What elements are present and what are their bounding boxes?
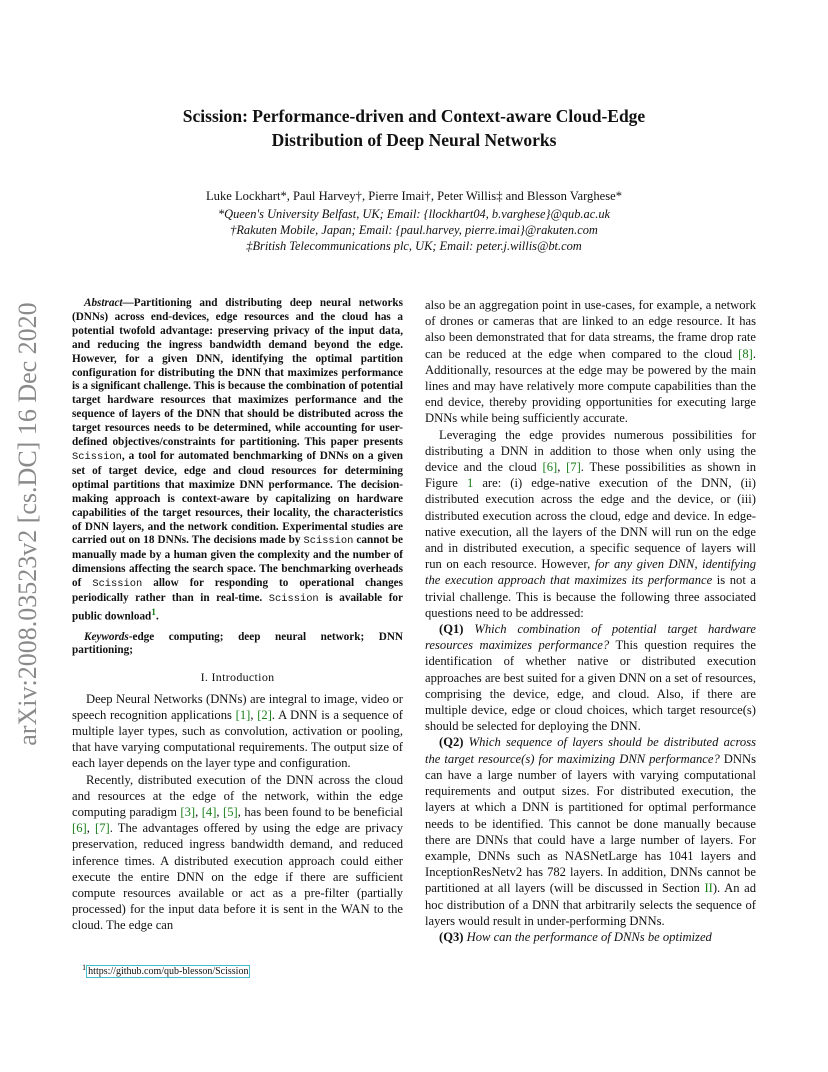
emphasis: Which combination of potential target hardware resources maximizes performance? xyxy=(425,622,756,653)
abstract-text-5: is available for public download xyxy=(72,592,403,623)
title-line-1: Scission: Performance-driven and Context-aware Cloud-Edge xyxy=(182,106,646,126)
affiliation-qub: *Queen's University Belfast, UK; Email: {llockhart04, b.varghese}@qub.ac.uk xyxy=(217,207,611,221)
citation-5[interactable]: [5] xyxy=(223,805,238,820)
abstract-text-2: , a tool for automated benchmarking of DNNs on a given set of target device, edge and cloud resources for determining optimal partitions that maximize DNN performance. The decision-making approach is context-aware by capitalizing on hardware capabilities of the target resources, their locality, the characteristics of DNN layers, and the network condition. Experimental studies are carried out on 18 DNNs. The decisions made by xyxy=(72,449,403,547)
text: are: (i) edge-native execution of the DNN, (ii) distributed execution across the edge and the device, or (iii) distributed execution across the cloud, edge and device. In edge-native execution, all the layers of the DNN will run on the edge and in distributed execution, a specific sequence of layers will run on each resource. However, xyxy=(425,476,757,572)
section-heading-introduction xyxy=(72,669,403,685)
text: Leveraging the edge provides numerous possibilities for distributing a DNN in addition to those when only using the device and the cloud xyxy=(425,427,756,475)
citation-4[interactable]: [4] xyxy=(201,805,217,820)
text: . A DNN is a sequence of multiple layer types, such as convolution, activation or pooling, that have varying computational requirements. The output size of each layer depends on the layer type and configuration. xyxy=(72,707,403,771)
question-label: (Q1) xyxy=(439,622,464,637)
text: , xyxy=(250,707,258,722)
right-column xyxy=(425,297,756,945)
author-list: Luke Lockhart*, Paul Harvey†, Pierre Imai†, Peter Willis‡ and Blesson Varghese* xyxy=(205,189,623,203)
paper-title xyxy=(120,104,708,152)
citation-3[interactable]: [3] xyxy=(180,805,196,820)
keywords-text: -edge computing; deep neural network; DNN partitioning; xyxy=(72,630,403,657)
question-3 xyxy=(425,929,756,945)
abstract xyxy=(72,297,403,625)
section-title: Introduction xyxy=(211,670,275,685)
text: also be an aggregation point in use-cases, for example, a network of drones or cameras that are linked to an edge resource. It has also been demonstrated that for data streams, the frame drop rate can be reduced at the edge when compared to the cloud xyxy=(425,298,756,361)
intro-paragraph-4: Leveraging the edge provides numerous possibilities for distributing a DNN in addition to those when only using the device and the cloud [6], [7]. These possibilities as shown in Figure 1 are: (i) edge-native execution of the DNN, (ii) distributed execution across the edge and the device, or (iii) distributed execution across the cloud, edge and device. In edge-native execution, all the layers of the DNN will run on the edge and in distributed execution, a specific sequence of layers will run on each resource. However, for any given DNN, identifying the execution approach that maximizes its performance is not a trivial challenge. This is because the following three associated questions need to be addressed: xyxy=(425,427,757,620)
intro-paragraph-1 xyxy=(72,691,403,772)
affiliation-rakuten: †Rakuten Mobile, Japan; Email: {paul.harvey, pierre.imai}@rakuten.com xyxy=(230,223,598,237)
text: DNNs can have a large number of layers with varying computational requirements and output sizes. For distributed execution, the layers at which a DNN is partitioned for optimal performance needs to be identified. This cannot be done manually because there are DNNs that could have a large number of layers. For example, DNNs such as NASNetLarge has 1041 layers and InceptionResNetv2 has 782 layers. In addition, DNNs cannot be partitioned at all layers (will be discussed in Section xyxy=(425,751,756,896)
arxiv-identifier: arXiv:2008.03523v2 [cs.DC] 16 Dec 2020 xyxy=(13,302,42,746)
abstract-text-1: —Partitioning and distributing deep neural networks (DNNs) across end-devices, edge resources and the cloud has a potential twofold advantage: preserving privacy of the input data, and reducing the ingress bandwidth demand beyond the edge. However, for a given DNN, identifying the optimal partition configuration for distributing the DNN that maximizes performance is a significant challenge. This is because the combination of potential target hardware resources that maximizes performance and the sequence of layers of the DNN that should be distributed across the target resources needs to be determined, while accounting for user-defined objectives/constraints for partitioning. This paper presents xyxy=(72,297,403,449)
text: . The advantages offered by using the edge are privacy preservation, reduced ingress bandwidth demand, and reduced inference times. A distributed execution approach could either execute the entire DNN on the edge if there are sufficient compute resources available or act as a pre-filter (partially processed) for the input data before it is sent in the WAN to the cloud. The edge can xyxy=(72,821,404,933)
citation-8[interactable]: [8] xyxy=(738,346,753,361)
tool-name: Scission xyxy=(92,578,143,591)
emphasis: for any given DNN, identifying the execution approach that maximizes its performance xyxy=(425,557,756,588)
citation-2[interactable]: [2] xyxy=(257,707,272,722)
intro-paragraph-2: Recently, distributed execution of the DNN across the cloud and resources at the edge of the network, within the edge computing paradigm [3], [4], [5], has been found to be beneficial [6], [7]. The advantages offered by using the edge are privacy preservation, reduced ingress bandwidth demand, and reduced inference times. A distributed execution approach could either execute the entire DNN on the edge if there are sufficient compute resources available or act as a pre-filter (partially processed) for the input data before it is sent in the WAN to the cloud. The edge can xyxy=(72,772,404,933)
question-label: (Q3) xyxy=(439,929,464,944)
emphasis: How can the performance of DNNs be optimized xyxy=(466,929,712,944)
citation-6[interactable]: [6] xyxy=(542,460,558,475)
abstract-lead: Abstract xyxy=(84,297,123,309)
question-2 xyxy=(425,734,756,928)
keywords xyxy=(72,631,403,659)
abstract-text-3: cannot be manually made by a human given the complexity and the number of dimensions affecting the search space. The benchmarking overheads of xyxy=(72,534,403,590)
citation-6[interactable]: [6] xyxy=(72,821,87,836)
left-column xyxy=(72,297,403,934)
text: . These possibilities as shown in Figure xyxy=(425,460,756,491)
citation-7[interactable]: [7] xyxy=(95,821,110,836)
footnote-mark: 1 xyxy=(82,963,87,972)
keywords-lead: Keywords xyxy=(84,630,129,643)
citation-1[interactable]: [1] xyxy=(235,707,251,722)
text: Recently, distributed execution of the DNN across the cloud and resources at the edge of the network, within the edge computing paradigm xyxy=(72,772,403,820)
figure-ref-1[interactable]: 1 xyxy=(466,476,474,491)
section-number: I. xyxy=(200,670,209,685)
text: This question requires the identification of whether native or distributed execution approaches are best suited for a given DNN on a set of resources, comprising the device, edge, and cloud. Also, if there are multiple device, edge or cloud choices, which target resource(s) should be selected for deploying the DNN. xyxy=(425,638,756,734)
arxiv-sidebar xyxy=(8,284,48,764)
tool-name: Scission xyxy=(72,450,122,463)
text: is not a trivial challenge. This is because the following three associated questions need to be addressed: xyxy=(425,573,757,620)
intro-paragraph-3 xyxy=(425,297,756,427)
footnote-url[interactable]: https://github.com/qub-blesson/Scission xyxy=(88,966,249,978)
text: Deep Neural Networks (DNNs) are integral to image, video or speech recognition applications xyxy=(72,691,403,722)
tool-name: Scission xyxy=(303,535,354,548)
affiliation-bt: ‡British Telecommunications plc, UK; Email: peter.j.willis@bt.com xyxy=(246,239,582,253)
text: , has been found to be beneficial xyxy=(237,805,404,820)
abstract-end: . xyxy=(155,610,159,623)
title-line-2: Distribution of Deep Neural Networks xyxy=(271,130,557,150)
question-label: (Q2) xyxy=(439,735,464,750)
text: . Additionally, resources at the edge may be powered by the main lines and may have relatively more compute capabilities than the end device, thereby providing opportunities for executing large DNNs while being sufficiently accurate. xyxy=(425,346,756,426)
citation-7[interactable]: [7] xyxy=(566,460,581,475)
emphasis: Which sequence of layers should be distributed across the target resource(s) for maximizing DNN performance? xyxy=(425,735,757,766)
footnote xyxy=(82,962,250,978)
question-1 xyxy=(425,621,756,734)
abstract-text-4: allow for responding to operational changes periodically rather than in real-time. xyxy=(72,577,403,605)
section-ref-2[interactable]: II xyxy=(704,881,713,896)
tool-name: Scission xyxy=(268,593,319,606)
footnote-ref[interactable]: 1 xyxy=(151,607,156,618)
text: ). An ad hoc distribution of a DNN that arbitrarily selects the sequence of layers would result in under-performing DNNs. xyxy=(425,881,756,928)
